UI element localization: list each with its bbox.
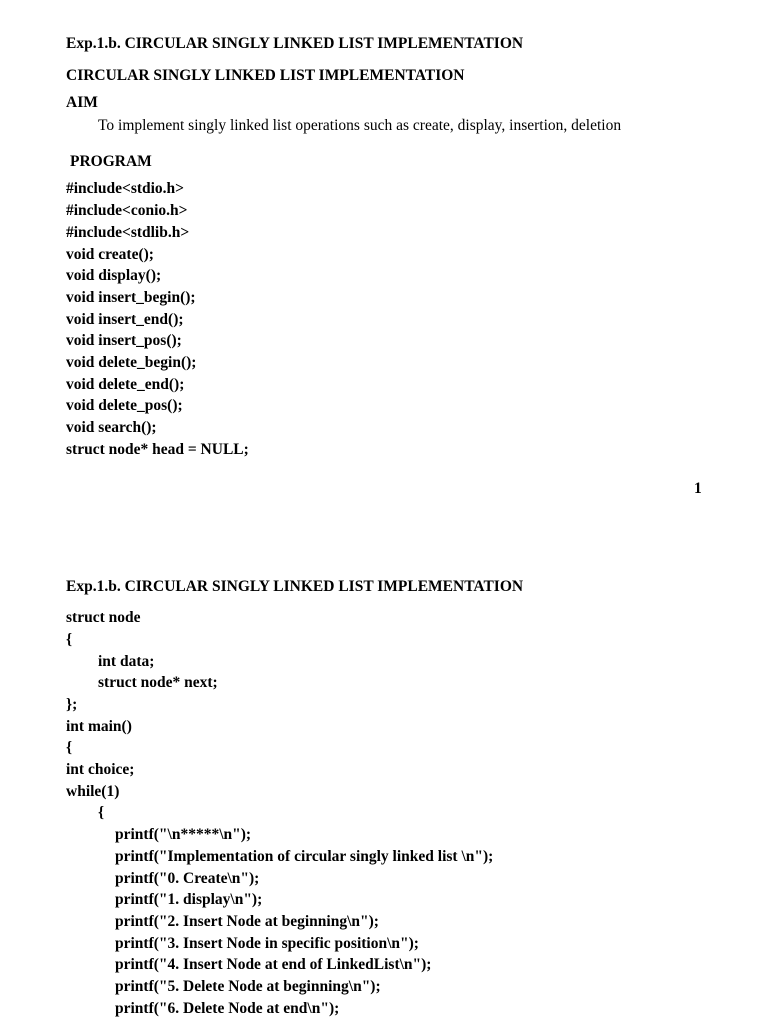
code-line: struct node* head = NULL; [66, 441, 249, 458]
code-line: int main() [66, 718, 132, 735]
page1-title: CIRCULAR SINGLY LINKED LIST IMPLEMENTATION [66, 67, 465, 84]
code-line: int data; [98, 653, 155, 670]
code-line: printf("0. Create\n"); [115, 870, 260, 887]
code-line: printf("6. Delete Node at end\n"); [115, 1000, 340, 1017]
code-line: void create(); [66, 246, 154, 263]
code-line: int choice; [66, 761, 135, 778]
code-line: while(1) [66, 783, 120, 800]
code-line: printf("2. Insert Node at beginning\n"); [115, 913, 379, 930]
code-line: printf("\n*****\n"); [115, 826, 252, 843]
code-line: printf("3. Insert Node in specific position\n"); [115, 935, 419, 952]
code-line: void insert_begin(); [66, 289, 196, 306]
code-line: }; [66, 696, 78, 713]
program-label: PROGRAM [70, 153, 152, 170]
code-line: printf("1. display\n"); [115, 891, 263, 908]
aim-label: AIM [66, 94, 98, 111]
code-line: { [98, 804, 105, 821]
aim-text: To implement singly linked list operations such as create, display, insertion, deletion [98, 117, 622, 134]
code-line: void delete_pos(); [66, 397, 183, 414]
code-line: void delete_end(); [66, 376, 185, 393]
code-line: printf("5. Delete Node at beginning\n"); [115, 978, 381, 995]
code-line: #include<stdlib.h> [66, 224, 190, 241]
code-line: printf("Implementation of circular singly linked list \n"); [115, 848, 494, 865]
code-line: void insert_end(); [66, 311, 184, 328]
code-line: #include<conio.h> [66, 202, 188, 219]
code-line: struct node* next; [98, 674, 218, 691]
code-line: { [66, 739, 73, 756]
code-line: { [66, 631, 73, 648]
code-line: void search(); [66, 419, 157, 436]
code-line: printf("4. Insert Node at end of LinkedList\n"); [115, 956, 432, 973]
code-line: void insert_pos(); [66, 332, 182, 349]
code-line: struct node [66, 609, 141, 626]
page2-exp-heading: Exp.1.b. CIRCULAR SINGLY LINKED LIST IMPLEMENTATION [66, 578, 524, 595]
page-number: 1 [694, 480, 702, 497]
code-line: void display(); [66, 267, 162, 284]
code-line: void delete_begin(); [66, 354, 197, 371]
page1-exp-heading: Exp.1.b. CIRCULAR SINGLY LINKED LIST IMPLEMENTATION [66, 35, 524, 52]
code-line: #include<stdio.h> [66, 180, 185, 197]
